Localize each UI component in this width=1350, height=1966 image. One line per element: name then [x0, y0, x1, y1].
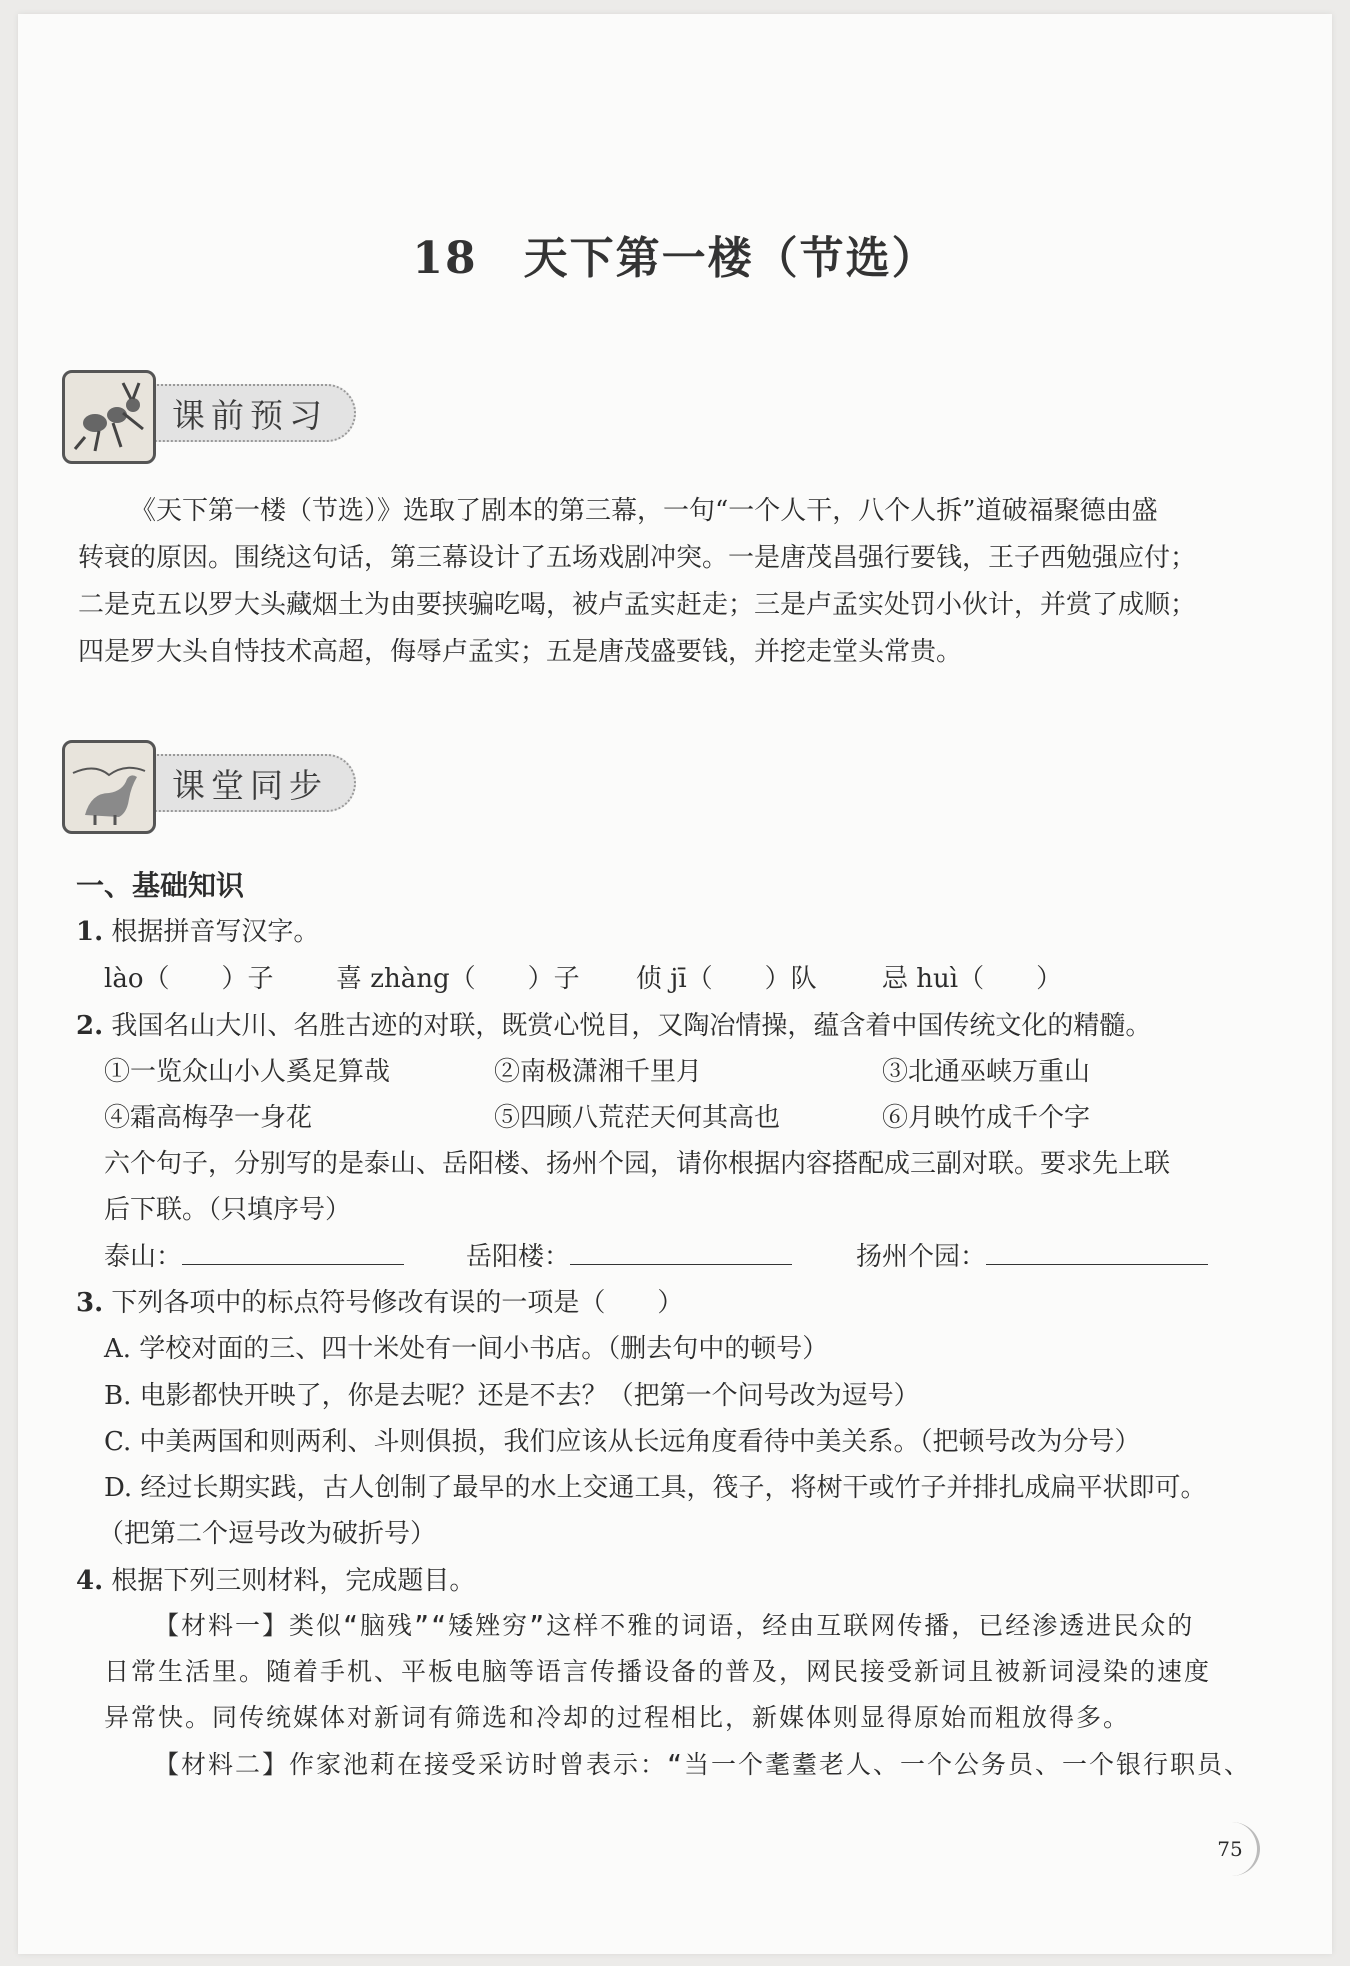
question-instruction: 六个句子，分别写的是泰山、岳阳楼、扬州个园，请你根据内容搭配成三副对联。要求先上联 [104, 1149, 1171, 1179]
preview-line: 四是罗大头自恃技术高超，侮辱卢孟实；五是唐茂盛要钱，并挖走堂头常贵。 [78, 637, 963, 667]
question-3 [76, 1282, 683, 1319]
question-number: 2. [76, 1011, 104, 1041]
preview-paragraph [78, 488, 1282, 676]
couplet-option: ⑥月映竹成千个字 [882, 1103, 1091, 1133]
section-classroom-label: 课堂同步 [120, 754, 356, 812]
couplet-option: ③北通巫峡万重山 [882, 1057, 1091, 1087]
material-1-line: 日常生活里。随着手机、平板电脑等语言传播设备的普及，网民接受新词且被新词浸染的速度 [104, 1657, 1212, 1686]
pinyin-item[interactable]: 侦 jī（ ）队 [636, 964, 817, 994]
question-text: 下列各项中的标点符号修改有误的一项是（ ） [111, 1288, 684, 1318]
question-text: 根据下列三则材料，完成题目。 [111, 1566, 476, 1596]
lesson-number: 18 [412, 233, 478, 284]
blank-label: 泰山： [104, 1242, 183, 1272]
question-text: 我国名山大川、名胜古迹的对联，既赏心悦目，又陶冶情操，蕴含着中国传统文化的精髓。 [111, 1011, 1152, 1041]
preview-line: 二是克五以罗大头藏烟土为由要挟骗吃喝，被卢孟实赶走；三是卢孟实处罚小伙计，并赏了成顺； [78, 590, 1197, 620]
choice-b[interactable]: B. 电影都快开映了，你是去呢？还是不去？（把第一个问号改为逗号） [104, 1381, 920, 1411]
page [18, 14, 1332, 1954]
page-number: 75 [1203, 1822, 1260, 1876]
section-preview [62, 370, 382, 460]
answer-blank-gegarden[interactable] [856, 1236, 1208, 1273]
couplet-option: ④霜高梅孕一身花 [104, 1103, 313, 1133]
question-instruction: 后下联。（只填序号） [104, 1195, 352, 1225]
material-1-line: 异常快。同传统媒体对新词有筛选和冷却的过程相比，新媒体则显得原始而粗放得多。 [104, 1703, 1131, 1732]
ant-icon [62, 370, 156, 464]
question-number: 1. [76, 917, 104, 947]
page-title [18, 222, 1332, 286]
choice-d[interactable]: D. 经过长期实践，古人创制了最早的水上交通工具，筏子，将树干或竹子并排扎成扁平状即可。 [104, 1473, 1207, 1503]
preview-line: 《天下第一楼（节选）》选取了剧本的第三幕，一句“一个人干，八个人拆”道破福聚德由盛 [130, 496, 1158, 526]
question-number: 3. [76, 1288, 104, 1318]
blank-label: 岳阳楼： [466, 1242, 571, 1272]
answer-blank-taishan[interactable] [104, 1236, 404, 1273]
question-number: 4. [76, 1566, 104, 1596]
choice-a[interactable]: A. 学校对面的三、四十米处有一间小书店。（删去句中的顿号） [104, 1334, 829, 1364]
blank-line[interactable] [570, 1238, 792, 1265]
couplet-option: ⑤四顾八荒茫天何其高也 [494, 1103, 781, 1133]
choice-c[interactable]: C. 中美两国和则两利、斗则俱损，我们应该从长远角度看待中美关系。（把顿号改为分号） [104, 1427, 1141, 1457]
pinyin-item[interactable]: 忌 huì（ ） [882, 964, 1063, 994]
part1-heading: 一、基础知识 [76, 869, 245, 902]
dinosaur-icon [62, 740, 156, 834]
couplet-option: ①一览众山小人奚足算哉 [104, 1057, 391, 1087]
blank-line[interactable] [986, 1238, 1208, 1265]
preview-line: 转衰的原因。围绕这句话，第三幕设计了五场戏剧冲突。一是唐茂昌强行要钱，王子西勉强应付； [78, 543, 1197, 573]
question-2 [76, 1005, 1151, 1042]
pinyin-item[interactable]: 喜 zhàng（ ）子 [336, 964, 580, 994]
lesson-title: 天下第一楼（节选） [523, 233, 938, 284]
blank-label: 扬州个园： [856, 1242, 987, 1272]
question-4 [76, 1560, 475, 1597]
couplet-option: ②南极潇湘千里月 [494, 1057, 703, 1087]
pinyin-item[interactable]: lào（ ）子 [104, 964, 274, 994]
choice-d-cont: （把第二个逗号改为破折号） [98, 1519, 437, 1549]
section-classroom [62, 740, 392, 830]
question-text: 根据拼音写汉字。 [111, 917, 320, 947]
answer-blank-yueyanglou[interactable] [466, 1236, 792, 1273]
question-1 [76, 911, 319, 948]
material-2-line: 【材料二】作家池莉在接受采访时曾表示：“当一个耄耋老人、一个公务员、一个银行职员、 [154, 1750, 1252, 1779]
section-preview-label: 课前预习 [120, 384, 356, 442]
material-1-line: 【材料一】类似“脑残”“矮矬穷”这样不雅的词语，经由互联网传播，已经渗透进民众的 [154, 1611, 1195, 1640]
blank-line[interactable] [182, 1238, 404, 1265]
